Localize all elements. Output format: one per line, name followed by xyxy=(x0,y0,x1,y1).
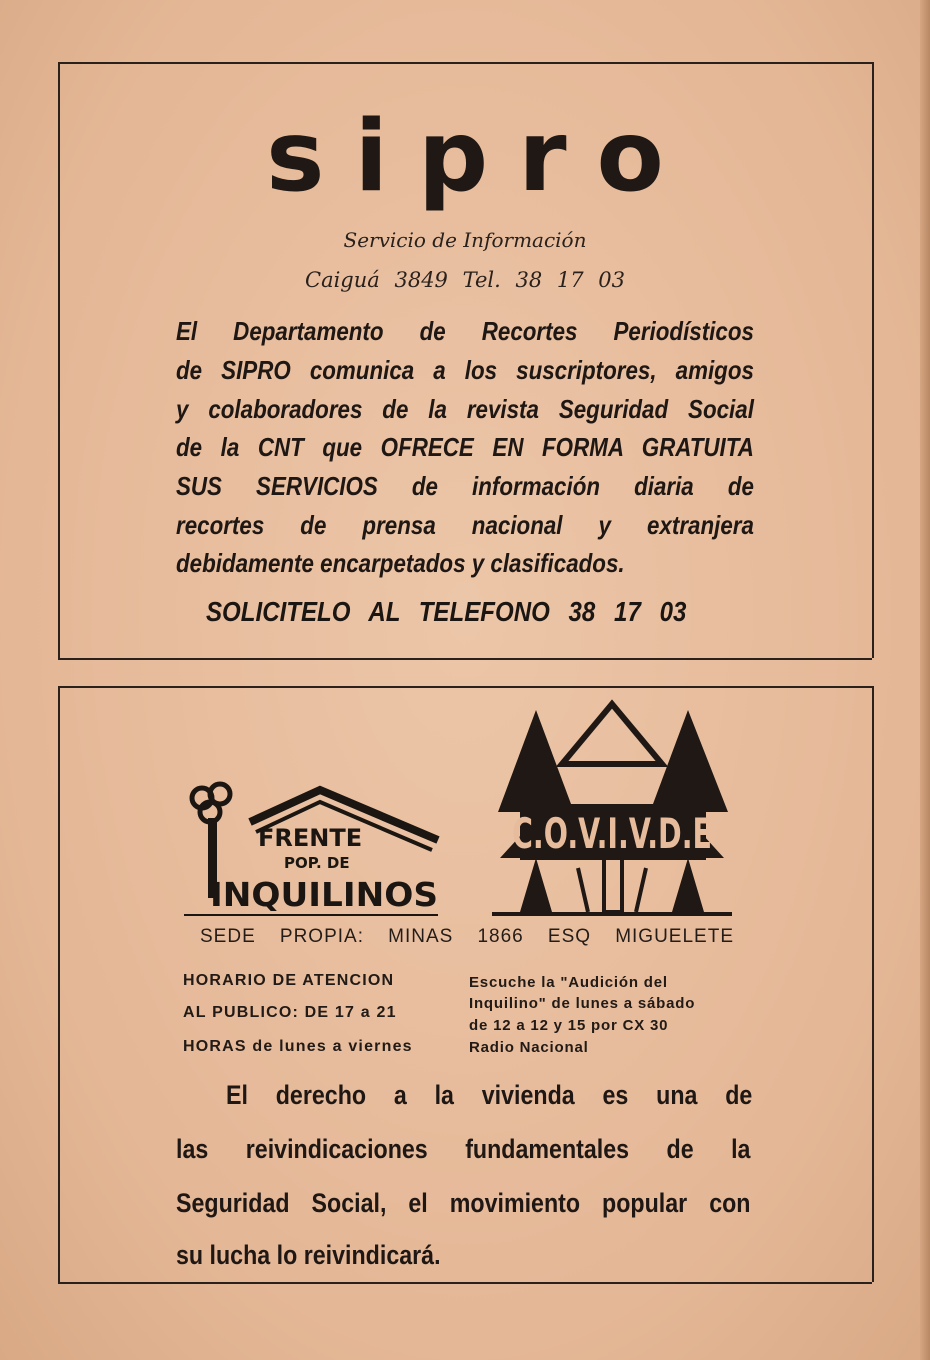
frente-logo-line3: INQUILINOS xyxy=(210,875,438,914)
frente-box-top-border xyxy=(58,686,872,688)
frente-box-left-border xyxy=(58,686,60,1282)
horario-line: HORAS de lunes a viernes xyxy=(183,1038,413,1055)
sipro-body-line: SUS SERVICIOS de información diaria de xyxy=(176,471,754,501)
sipro-box-bottom-border xyxy=(58,658,872,660)
sipro-body-line: debidamente encarpetados y clasificados. xyxy=(176,548,625,578)
sipro-subtitle: Servicio de Información xyxy=(343,228,587,252)
sipro-body-line: de SIPRO comunica a los suscriptores, amigos xyxy=(176,355,754,385)
sede-address: SEDE PROPIA: MINAS 1866 ESQ MIGUELETE xyxy=(200,926,734,947)
frente-box-bottom-border xyxy=(58,1282,872,1284)
horario-line: AL PUBLICO: DE 17 a 21 xyxy=(183,1004,397,1021)
closing-line: El derecho a la vivienda es una de xyxy=(226,1080,753,1110)
sipro-body-line: y colaboradores de la revista Seguridad Social xyxy=(176,394,754,424)
escuche-line: Inquilino" de lunes a sábado xyxy=(469,995,696,1012)
sipro-body-line: El Departamento de Recortes Periodísticos xyxy=(176,316,754,346)
sipro-body-line: recortes de prensa nacional y extranjera xyxy=(176,510,754,540)
sipro-logo: sipro xyxy=(266,100,694,214)
closing-line: las reivindicaciones fundamentales de la xyxy=(176,1134,751,1164)
escuche-line: de 12 a 12 y 15 por CX 30 xyxy=(469,1017,669,1034)
frente-inquilinos-logo xyxy=(180,780,442,920)
horario-line: HORARIO DE ATENCION xyxy=(183,972,395,989)
escuche-line: Escuche la "Audición del xyxy=(469,974,668,991)
sipro-body-line: de la CNT que OFRECE EN FORMA GRATUITA xyxy=(176,432,754,462)
sipro-box-top-border xyxy=(58,62,872,64)
escuche-line: Radio Nacional xyxy=(469,1039,589,1056)
sipro-call-to-action: SOLICITELO AL TELEFONO 38 17 03 xyxy=(206,596,687,627)
closing-line: Seguridad Social, el movimiento popular con xyxy=(176,1188,751,1218)
frente-logo-line2: POP. DE xyxy=(284,854,350,872)
frente-box-right-border xyxy=(872,686,874,1282)
sipro-address: Caiguá 3849 Tel. 38 17 03 xyxy=(305,268,625,292)
covivde-logo xyxy=(492,704,732,918)
covivde-logo-text: C.O.V.I.V.D.E xyxy=(512,809,712,858)
closing-line: su lucha lo reivindicará. xyxy=(176,1240,441,1270)
frente-logo-line1: FRENTE xyxy=(258,824,363,852)
